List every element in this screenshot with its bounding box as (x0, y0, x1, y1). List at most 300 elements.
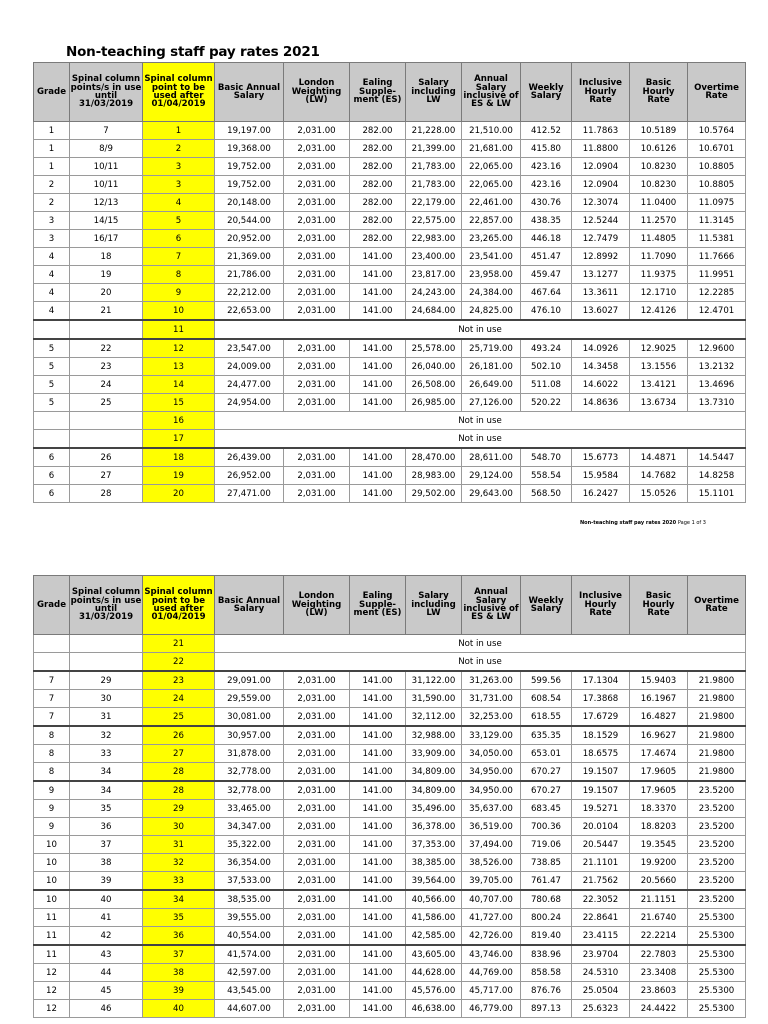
cell-basic-hourly: 13.4121 (630, 376, 688, 394)
cell-spinal-new: 36 (143, 927, 215, 946)
cell-london-weighting: 2,031.00 (284, 726, 350, 745)
cell-grade: 10 (34, 854, 70, 872)
cell-london-weighting: 2,031.00 (284, 818, 350, 836)
cell-london-weighting: 2,031.00 (284, 302, 350, 321)
cell-annual-salary: 34,950.00 (462, 763, 521, 782)
cell-spinal-old (70, 320, 143, 339)
table-row (34, 964, 746, 982)
cell-basic-salary: 23,547.00 (215, 339, 284, 358)
cell-grade: 8 (34, 745, 70, 763)
cell-overtime: 11.5381 (688, 230, 746, 248)
cell-basic-hourly: 10.8230 (630, 158, 688, 176)
cell-spinal-new: 24 (143, 690, 215, 708)
cell-inclusive-hourly: 20.5447 (572, 836, 630, 854)
cell-spinal-old: 42 (70, 927, 143, 946)
cell-overtime: 23.5200 (688, 818, 746, 836)
table-row (34, 635, 746, 653)
cell-salary-incl-lw: 39,564.00 (406, 872, 462, 891)
cell-london-weighting: 2,031.00 (284, 230, 350, 248)
cell-grade: 12 (34, 964, 70, 982)
cell-spinal-new: 11 (143, 320, 215, 339)
cell-annual-salary: 33,129.00 (462, 726, 521, 745)
cell-annual-salary: 23,541.00 (462, 248, 521, 266)
cell-basic-salary: 32,778.00 (215, 781, 284, 800)
cell-spinal-new: 29 (143, 800, 215, 818)
cell-basic-hourly: 19.3545 (630, 836, 688, 854)
cell-ealing-supplement: 141.00 (350, 927, 406, 946)
cell-spinal-new: 27 (143, 745, 215, 763)
header-overtime: Overtime Rate (688, 63, 746, 122)
cell-basic-salary: 30,957.00 (215, 726, 284, 745)
cell-basic-salary: 26,952.00 (215, 467, 284, 485)
cell-weekly-salary: 838.96 (521, 945, 572, 964)
cell-overtime: 10.5764 (688, 122, 746, 140)
cell-inclusive-hourly: 12.7479 (572, 230, 630, 248)
table-row (34, 726, 746, 745)
cell-annual-salary: 21,681.00 (462, 140, 521, 158)
cell-spinal-new: 6 (143, 230, 215, 248)
table-row (34, 122, 746, 140)
cell-basic-hourly: 13.1556 (630, 358, 688, 376)
cell-spinal-new: 15 (143, 394, 215, 412)
cell-annual-salary: 26,181.00 (462, 358, 521, 376)
cell-salary-incl-lw: 21,783.00 (406, 176, 462, 194)
cell-overtime: 10.8805 (688, 158, 746, 176)
cell-grade: 3 (34, 212, 70, 230)
header-weekly-salary: Weekly Salary (521, 63, 572, 122)
cell-spinal-new: 20 (143, 485, 215, 503)
table-row (34, 800, 746, 818)
cell-spinal-new: 3 (143, 176, 215, 194)
cell-basic-salary: 24,477.00 (215, 376, 284, 394)
cell-grade: 7 (34, 671, 70, 690)
cell-weekly-salary: 670.27 (521, 763, 572, 782)
cell-salary-incl-lw: 38,385.00 (406, 854, 462, 872)
cell-london-weighting: 2,031.00 (284, 781, 350, 800)
cell-spinal-old (70, 653, 143, 672)
cell-spinal-old: 28 (70, 485, 143, 503)
cell-london-weighting: 2,031.00 (284, 376, 350, 394)
table-row (34, 266, 746, 284)
header-london-weighting: London Weighting (LW) (284, 576, 350, 635)
table-row (34, 467, 746, 485)
header-basic-hourly: Basic Hourly Rate (630, 63, 688, 122)
cell-spinal-new: 17 (143, 430, 215, 449)
cell-spinal-old: 12/13 (70, 194, 143, 212)
cell-basic-hourly: 17.9605 (630, 763, 688, 782)
cell-weekly-salary: 511.08 (521, 376, 572, 394)
table-row (34, 412, 746, 430)
header-spinal-new: Spinal column point to be used after 01/04/2019 (143, 576, 215, 635)
cell-basic-salary: 33,465.00 (215, 800, 284, 818)
cell-basic-hourly: 11.2570 (630, 212, 688, 230)
cell-basic-salary: 35,322.00 (215, 836, 284, 854)
cell-overtime: 25.5300 (688, 1000, 746, 1018)
header-ealing-supplement: Ealing Supple-ment (ES) (350, 576, 406, 635)
cell-ealing-supplement: 141.00 (350, 284, 406, 302)
cell-basic-hourly: 10.6126 (630, 140, 688, 158)
footer-text: Non-teaching staff pay rates 2020 (580, 520, 677, 526)
cell-ealing-supplement: 141.00 (350, 818, 406, 836)
cell-spinal-new: 33 (143, 872, 215, 891)
cell-inclusive-hourly: 22.8641 (572, 909, 630, 927)
cell-weekly-salary: 446.18 (521, 230, 572, 248)
cell-spinal-new: 32 (143, 854, 215, 872)
header-inclusive-hourly: Inclusive Hourly Rate (572, 63, 630, 122)
cell-spinal-new: 10 (143, 302, 215, 321)
cell-inclusive-hourly: 11.7863 (572, 122, 630, 140)
cell-grade: 10 (34, 872, 70, 891)
cell-inclusive-hourly: 11.8800 (572, 140, 630, 158)
cell-weekly-salary: 558.54 (521, 467, 572, 485)
cell-grade: 5 (34, 358, 70, 376)
cell-london-weighting: 2,031.00 (284, 909, 350, 927)
cell-inclusive-hourly: 16.2427 (572, 485, 630, 503)
cell-salary-incl-lw: 46,638.00 (406, 1000, 462, 1018)
table-row (34, 927, 746, 946)
cell-not-in-use: Not in use (215, 653, 746, 672)
cell-overtime: 13.2132 (688, 358, 746, 376)
cell-spinal-old: 44 (70, 964, 143, 982)
cell-weekly-salary: 700.36 (521, 818, 572, 836)
table-row (34, 248, 746, 266)
cell-spinal-new: 5 (143, 212, 215, 230)
cell-salary-incl-lw: 26,040.00 (406, 358, 462, 376)
cell-basic-salary: 19,752.00 (215, 176, 284, 194)
cell-spinal-old: 43 (70, 945, 143, 964)
cell-weekly-salary: 520.22 (521, 394, 572, 412)
cell-overtime: 23.5200 (688, 800, 746, 818)
cell-spinal-new: 16 (143, 412, 215, 430)
cell-grade: 7 (34, 708, 70, 727)
cell-london-weighting: 2,031.00 (284, 467, 350, 485)
table-row (34, 212, 746, 230)
header-grade: Grade (34, 576, 70, 635)
cell-annual-salary: 41,727.00 (462, 909, 521, 927)
cell-annual-salary: 44,769.00 (462, 964, 521, 982)
cell-inclusive-hourly: 18.6575 (572, 745, 630, 763)
cell-grade: 11 (34, 909, 70, 927)
table-row (34, 745, 746, 763)
cell-inclusive-hourly: 14.6022 (572, 376, 630, 394)
cell-spinal-old: 10/11 (70, 176, 143, 194)
cell-overtime: 11.9951 (688, 266, 746, 284)
cell-not-in-use: Not in use (215, 412, 746, 430)
cell-basic-salary: 30,081.00 (215, 708, 284, 727)
cell-grade (34, 635, 70, 653)
cell-grade: 1 (34, 140, 70, 158)
cell-overtime: 10.8805 (688, 176, 746, 194)
cell-annual-salary: 27,126.00 (462, 394, 521, 412)
cell-spinal-new: 1 (143, 122, 215, 140)
cell-basic-hourly: 22.2214 (630, 927, 688, 946)
cell-salary-incl-lw: 41,586.00 (406, 909, 462, 927)
cell-salary-incl-lw: 21,399.00 (406, 140, 462, 158)
cell-london-weighting: 2,031.00 (284, 982, 350, 1000)
cell-grade: 6 (34, 448, 70, 467)
cell-inclusive-hourly: 17.3868 (572, 690, 630, 708)
cell-overtime: 21.9800 (688, 763, 746, 782)
cell-overtime: 23.5200 (688, 872, 746, 891)
cell-basic-salary: 19,752.00 (215, 158, 284, 176)
cell-ealing-supplement: 141.00 (350, 485, 406, 503)
cell-basic-hourly: 16.9627 (630, 726, 688, 745)
cell-basic-salary: 24,009.00 (215, 358, 284, 376)
cell-spinal-new: 28 (143, 781, 215, 800)
cell-overtime: 23.5200 (688, 890, 746, 909)
cell-annual-salary: 24,384.00 (462, 284, 521, 302)
cell-salary-incl-lw: 31,122.00 (406, 671, 462, 690)
table-row (34, 818, 746, 836)
cell-ealing-supplement: 141.00 (350, 781, 406, 800)
table-row (34, 945, 746, 964)
cell-london-weighting: 2,031.00 (284, 485, 350, 503)
cell-ealing-supplement: 141.00 (350, 266, 406, 284)
cell-overtime: 25.5300 (688, 964, 746, 982)
cell-salary-incl-lw: 23,400.00 (406, 248, 462, 266)
header-ealing-supplement: Ealing Supple-ment (ES) (350, 63, 406, 122)
cell-annual-salary: 37,494.00 (462, 836, 521, 854)
cell-spinal-new: 39 (143, 982, 215, 1000)
cell-overtime: 12.9600 (688, 339, 746, 358)
cell-inclusive-hourly: 25.6323 (572, 1000, 630, 1018)
cell-spinal-old: 45 (70, 982, 143, 1000)
cell-overtime: 21.9800 (688, 690, 746, 708)
cell-basic-hourly: 19.9200 (630, 854, 688, 872)
cell-spinal-old: 36 (70, 818, 143, 836)
cell-inclusive-hourly: 19.5271 (572, 800, 630, 818)
cell-spinal-new: 28 (143, 763, 215, 782)
cell-grade: 2 (34, 194, 70, 212)
cell-ealing-supplement: 141.00 (350, 448, 406, 467)
cell-overtime: 10.6701 (688, 140, 746, 158)
cell-inclusive-hourly: 12.0904 (572, 176, 630, 194)
cell-basic-hourly: 11.7090 (630, 248, 688, 266)
cell-spinal-old: 7 (70, 122, 143, 140)
cell-london-weighting: 2,031.00 (284, 927, 350, 946)
table-row (34, 194, 746, 212)
table-row (34, 284, 746, 302)
cell-weekly-salary: 761.47 (521, 872, 572, 891)
cell-ealing-supplement: 141.00 (350, 872, 406, 891)
cell-ealing-supplement: 141.00 (350, 302, 406, 321)
cell-spinal-old: 46 (70, 1000, 143, 1018)
cell-spinal-old: 18 (70, 248, 143, 266)
cell-inclusive-hourly: 12.0904 (572, 158, 630, 176)
cell-spinal-old: 29 (70, 671, 143, 690)
table-row (34, 230, 746, 248)
cell-london-weighting: 2,031.00 (284, 890, 350, 909)
cell-basic-hourly: 17.4674 (630, 745, 688, 763)
cell-weekly-salary: 670.27 (521, 781, 572, 800)
cell-weekly-salary: 548.70 (521, 448, 572, 467)
cell-ealing-supplement: 141.00 (350, 671, 406, 690)
cell-spinal-new: 21 (143, 635, 215, 653)
cell-salary-incl-lw: 28,470.00 (406, 448, 462, 467)
header-annual-salary: Annual Salary inclusive of ES & LW (462, 63, 521, 122)
cell-grade (34, 320, 70, 339)
table-row (34, 982, 746, 1000)
cell-not-in-use: Not in use (215, 635, 746, 653)
cell-spinal-old: 8/9 (70, 140, 143, 158)
cell-spinal-old: 38 (70, 854, 143, 872)
table-row (34, 1000, 746, 1018)
cell-salary-incl-lw: 32,988.00 (406, 726, 462, 745)
table-row (34, 690, 746, 708)
cell-annual-salary: 22,065.00 (462, 158, 521, 176)
header-grade: Grade (34, 63, 70, 122)
cell-spinal-old: 22 (70, 339, 143, 358)
cell-spinal-old: 26 (70, 448, 143, 467)
cell-salary-incl-lw: 26,985.00 (406, 394, 462, 412)
cell-basic-hourly: 18.3370 (630, 800, 688, 818)
cell-basic-hourly: 15.0526 (630, 485, 688, 503)
pay-rates-table-page-1 (33, 62, 746, 503)
cell-overtime: 23.5200 (688, 854, 746, 872)
cell-grade: 11 (34, 927, 70, 946)
cell-basic-salary: 20,544.00 (215, 212, 284, 230)
cell-weekly-salary: 618.55 (521, 708, 572, 727)
cell-london-weighting: 2,031.00 (284, 945, 350, 964)
cell-ealing-supplement: 141.00 (350, 890, 406, 909)
cell-overtime: 21.9800 (688, 745, 746, 763)
cell-salary-incl-lw: 31,590.00 (406, 690, 462, 708)
cell-inclusive-hourly: 14.0926 (572, 339, 630, 358)
table-row (34, 339, 746, 358)
cell-spinal-new: 37 (143, 945, 215, 964)
cell-spinal-old: 30 (70, 690, 143, 708)
cell-spinal-new: 12 (143, 339, 215, 358)
cell-not-in-use: Not in use (215, 320, 746, 339)
cell-spinal-new: 26 (143, 726, 215, 745)
header-spinal-old: Spinal column points/s in use until 31/03/2019 (70, 63, 143, 122)
cell-overtime: 13.4696 (688, 376, 746, 394)
table-row (34, 358, 746, 376)
cell-basic-hourly: 21.1151 (630, 890, 688, 909)
cell-annual-salary: 36,519.00 (462, 818, 521, 836)
cell-ealing-supplement: 282.00 (350, 158, 406, 176)
cell-weekly-salary: 719.06 (521, 836, 572, 854)
cell-spinal-old: 14/15 (70, 212, 143, 230)
cell-basic-hourly: 11.4805 (630, 230, 688, 248)
cell-inclusive-hourly: 24.5310 (572, 964, 630, 982)
cell-salary-incl-lw: 33,909.00 (406, 745, 462, 763)
cell-grade (34, 430, 70, 449)
cell-ealing-supplement: 141.00 (350, 376, 406, 394)
cell-salary-incl-lw: 24,684.00 (406, 302, 462, 321)
page-title: Non-teaching staff pay rates 2021 (66, 44, 320, 60)
cell-grade: 1 (34, 122, 70, 140)
cell-spinal-new: 3 (143, 158, 215, 176)
table-row (34, 302, 746, 321)
cell-grade: 4 (34, 266, 70, 284)
cell-annual-salary: 43,746.00 (462, 945, 521, 964)
cell-weekly-salary: 897.13 (521, 1000, 572, 1018)
cell-overtime: 13.7310 (688, 394, 746, 412)
cell-grade: 4 (34, 284, 70, 302)
cell-basic-salary: 22,212.00 (215, 284, 284, 302)
cell-ealing-supplement: 141.00 (350, 358, 406, 376)
table-row (34, 176, 746, 194)
cell-london-weighting: 2,031.00 (284, 872, 350, 891)
cell-london-weighting: 2,031.00 (284, 836, 350, 854)
cell-overtime: 12.2285 (688, 284, 746, 302)
cell-grade (34, 412, 70, 430)
cell-grade: 11 (34, 945, 70, 964)
cell-spinal-new: 22 (143, 653, 215, 672)
cell-spinal-new: 25 (143, 708, 215, 727)
cell-spinal-old: 10/11 (70, 158, 143, 176)
header-salary-incl-lw: Salary including LW (406, 576, 462, 635)
cell-london-weighting: 2,031.00 (284, 964, 350, 982)
cell-salary-incl-lw: 42,585.00 (406, 927, 462, 946)
cell-weekly-salary: 599.56 (521, 671, 572, 690)
cell-london-weighting: 2,031.00 (284, 158, 350, 176)
cell-spinal-old (70, 412, 143, 430)
cell-weekly-salary: 858.58 (521, 964, 572, 982)
cell-grade: 1 (34, 158, 70, 176)
cell-spinal-old: 21 (70, 302, 143, 321)
cell-annual-salary: 32,253.00 (462, 708, 521, 727)
cell-spinal-old: 24 (70, 376, 143, 394)
header-spinal-old: Spinal column points/s in use until 31/03/2019 (70, 576, 143, 635)
header-spinal-new: Spinal column point to be used after 01/04/2019 (143, 63, 215, 122)
cell-annual-salary: 29,643.00 (462, 485, 521, 503)
cell-salary-incl-lw: 45,576.00 (406, 982, 462, 1000)
cell-basic-salary: 19,368.00 (215, 140, 284, 158)
pay-rates-table-page-2 (33, 575, 746, 1018)
cell-annual-salary: 22,065.00 (462, 176, 521, 194)
header-overtime: Overtime Rate (688, 576, 746, 635)
cell-inclusive-hourly: 22.3052 (572, 890, 630, 909)
cell-basic-salary: 32,778.00 (215, 763, 284, 782)
cell-inclusive-hourly: 23.4115 (572, 927, 630, 946)
cell-spinal-old (70, 635, 143, 653)
cell-grade: 9 (34, 781, 70, 800)
cell-overtime: 23.5200 (688, 781, 746, 800)
cell-ealing-supplement: 141.00 (350, 964, 406, 982)
cell-grade: 6 (34, 485, 70, 503)
cell-spinal-new: 40 (143, 1000, 215, 1018)
cell-salary-incl-lw: 26,508.00 (406, 376, 462, 394)
cell-spinal-old: 40 (70, 890, 143, 909)
cell-spinal-old: 37 (70, 836, 143, 854)
cell-spinal-old: 39 (70, 872, 143, 891)
cell-inclusive-hourly: 15.9584 (572, 467, 630, 485)
cell-spinal-new: 18 (143, 448, 215, 467)
cell-basic-hourly: 13.6734 (630, 394, 688, 412)
cell-ealing-supplement: 282.00 (350, 194, 406, 212)
cell-basic-hourly: 12.4126 (630, 302, 688, 321)
cell-ealing-supplement: 141.00 (350, 726, 406, 745)
table-row (34, 653, 746, 672)
cell-grade: 12 (34, 982, 70, 1000)
cell-inclusive-hourly: 19.1507 (572, 781, 630, 800)
cell-overtime: 25.5300 (688, 982, 746, 1000)
cell-salary-incl-lw: 37,353.00 (406, 836, 462, 854)
cell-basic-salary: 20,952.00 (215, 230, 284, 248)
cell-annual-salary: 26,649.00 (462, 376, 521, 394)
cell-weekly-salary: 476.10 (521, 302, 572, 321)
cell-inclusive-hourly: 12.3074 (572, 194, 630, 212)
cell-basic-salary: 26,439.00 (215, 448, 284, 467)
cell-london-weighting: 2,031.00 (284, 448, 350, 467)
cell-london-weighting: 2,031.00 (284, 194, 350, 212)
cell-spinal-new: 4 (143, 194, 215, 212)
cell-salary-incl-lw: 34,809.00 (406, 763, 462, 782)
cell-spinal-new: 30 (143, 818, 215, 836)
header-inclusive-hourly: Inclusive Hourly Rate (572, 576, 630, 635)
